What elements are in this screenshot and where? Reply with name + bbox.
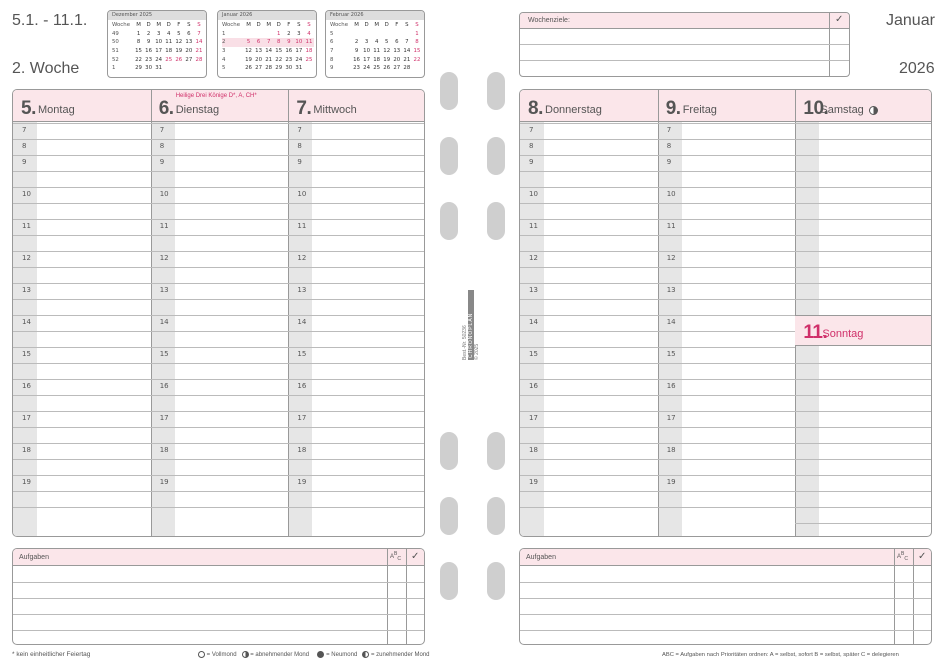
hour-label: 14 [666,318,676,326]
hour-label: 11 [159,222,169,230]
day-column [520,90,658,536]
mini-calendar-day: 2 [146,30,151,37]
hour-label: 14 [297,318,307,326]
day-number: 5. [21,98,36,119]
mini-calendar-day: 8 [415,39,419,46]
hour-label: 17 [666,414,676,422]
mini-calendar-day: 1 [222,30,226,37]
hour-label: 14 [22,318,31,326]
mini-calendar-day: 15 [275,48,283,55]
hour-label: 12 [297,254,307,262]
mini-calendar-day: 9 [330,65,334,72]
mini-calendar-day: 12 [383,48,391,55]
mini-calendar-day: 25 [165,56,173,63]
day-name: Donnerstag [545,104,602,116]
punch-hole [440,137,458,175]
mini-calendar-day: 7 [405,39,409,46]
mini-calendar-day: 20 [185,48,193,55]
mini-calendar-weekday: S [197,22,201,29]
hour-label: 19 [666,478,676,486]
mini-calendar-day: 10 [363,48,371,55]
hour-label: 7 [529,126,534,134]
mini-calendar-day: 31 [155,65,163,72]
mini-calendar-weekday: D [166,22,171,29]
mini-calendar-day: 15 [135,48,142,55]
hour-label: 11 [529,222,538,230]
day-number: 9. [665,98,681,119]
mini-calendar-day [184,64,194,73]
mini-calendar-january [217,10,317,78]
punch-hole [487,432,505,470]
day-column [13,90,151,536]
mini-calendar-day: 11 [305,39,313,46]
punch-hole [440,432,458,470]
mini-calendar-weekday: S [307,22,311,29]
hour-label: 7 [297,126,302,134]
mini-calendar-day [254,30,264,39]
hour-label: 17 [529,414,538,422]
mini-calendar-day: 2 [354,39,359,46]
hour-label: 14 [529,318,538,326]
mini-calendar-weekday: Woche [330,22,349,29]
day-number: 7. [296,98,312,119]
mini-calendar-day: 28 [195,56,203,63]
mini-calendar-day [264,30,274,39]
mini-calendar-day: 8 [136,39,141,46]
mini-calendar-day: 24 [155,56,163,63]
hour-label: 8 [529,142,534,150]
waxing-moon-icon [362,651,369,658]
hour-label: 9 [297,158,302,166]
mini-calendar-december [107,10,207,78]
mini-calendar-day: 17 [363,56,371,63]
mini-calendar-weekday: M [374,22,379,29]
hour-label: 13 [22,286,31,294]
mini-calendar-day: 11 [373,48,381,55]
mini-calendar-weekday: S [187,22,191,29]
day-name: Freitag [682,104,717,116]
mini-calendar-day: 20 [393,56,401,63]
mini-calendar-weekday: D [256,22,261,29]
mini-calendar-day: 52 [112,56,119,63]
mini-calendar-day: 15 [413,48,421,55]
mini-calendar-day: 24 [295,56,303,63]
hour-label: 8 [666,142,672,150]
mini-calendar-day: 21 [403,56,411,63]
mini-calendar-day: 4 [374,39,379,46]
mini-calendar-day: 19 [245,56,252,63]
punch-hole [487,202,505,240]
hour-label: 11 [297,222,307,230]
mini-calendar-february [325,10,425,78]
hour-label: 8 [22,142,27,150]
hour-label: 10 [22,190,31,198]
hour-label: 17 [159,414,169,422]
week-number: 2. Woche [12,60,80,77]
mini-calendar-day [372,30,382,39]
mini-calendar-day: 3 [297,30,301,37]
mini-calendar-weekday: F [177,22,181,29]
mini-calendar-day: 29 [275,65,283,72]
mini-calendar-day: 28 [265,65,273,72]
mini-calendar-weekday: D [146,22,151,29]
mini-calendar-day: 1 [112,65,116,72]
mini-calendar-day: 28 [403,65,411,72]
hour-label: 16 [297,382,307,390]
hour-label: 11 [22,222,31,230]
priority-footnote: ABC = Aufgaben nach Prioritäten ordnen: A = selbst, sofort B = selbst, später C = delegieren [662,652,899,658]
mini-calendar-day: 3 [222,48,226,55]
mini-calendar-weekday: S [415,22,419,29]
punch-hole [440,202,458,240]
hour-label: 16 [529,382,538,390]
mini-calendar-title: Februar 2026 [326,11,424,20]
hour-label: 15 [529,350,538,358]
mini-calendar-day: 21 [265,56,273,63]
mini-calendar-day: 23 [285,56,293,63]
hour-label: 19 [529,478,538,486]
left-days-grid [12,89,425,537]
mini-calendar-day [392,30,402,39]
mini-calendar-day: 6 [395,39,399,46]
mini-calendar-day: 4 [222,56,226,63]
hour-label: 13 [297,286,307,294]
full-moon-icon [198,651,205,658]
check-icon: ✓ [835,14,844,25]
day-column [151,90,289,536]
mini-calendar-day: 9 [354,48,359,55]
mini-calendar-day: 3 [364,39,369,46]
spine-imprint: Best.-Nr. 50236 CHRONOPLAN © 2025 [462,290,480,360]
mini-calendar-day: 6 [187,30,191,37]
hour-label: 19 [22,478,31,486]
mini-calendar-weekday: F [287,22,291,29]
weekly-goals-box [519,12,850,77]
hour-label: 15 [297,350,307,358]
hour-label: 12 [22,254,31,262]
tasks-title: Aufgaben [19,554,49,561]
mini-calendar-day: 20 [255,56,263,63]
holiday-label: Heilige Drei Könige D*, A, CH* [175,93,257,99]
day-column [795,90,932,536]
day-number: 6. [158,98,174,119]
sunday-number: 11. [803,322,828,343]
check-icon: ✓ [411,551,420,562]
mini-calendar-weekday: M [246,22,251,29]
mini-calendar-day: 5 [222,65,226,72]
day-column [658,90,796,536]
mini-calendar-day: 18 [373,56,381,63]
mini-calendar-day: 22 [135,56,142,63]
mini-calendar-day: 12 [175,39,183,46]
mini-calendar-weekday: D [364,22,369,29]
mini-calendar-day: 1 [415,30,419,37]
hour-label: 13 [529,286,538,294]
mini-calendar-day: 27 [255,65,263,72]
abc-priority-label: $A^B_C$ [897,551,908,563]
hour-label: 7 [666,126,672,134]
hour-label: 8 [159,142,165,150]
mini-calendar-day: 13 [393,48,401,55]
day-name: Montag [38,104,75,116]
check-icon: ✓ [918,551,927,562]
mini-calendar-title: Januar 2026 [218,11,316,20]
mini-calendar-day: 5 [330,30,334,37]
hour-label: 15 [666,350,676,358]
new-moon-icon [317,651,324,658]
right-days-grid [519,89,932,537]
hour-label: 10 [529,190,538,198]
hour-label: 16 [22,382,31,390]
mini-calendar-day: 23 [353,65,360,72]
mini-calendar-day: 5 [385,39,389,46]
mini-calendar-day: 18 [305,48,313,55]
hour-label: 13 [159,286,169,294]
mini-calendar-weekday: D [276,22,281,29]
mini-calendar-title: Dezember 2025 [108,11,206,20]
mini-calendar-day: 16 [353,56,360,63]
mini-calendar-day: 13 [185,39,193,46]
right-tasks-box [519,548,932,645]
mini-calendar-day: 30 [145,65,153,72]
mini-calendar-weekday: M [156,22,161,29]
day-name: Dienstag [175,104,220,116]
hour-label: 7 [22,126,27,134]
abc-priority-label: $A^B_C$ [390,551,401,563]
hour-label: 19 [159,478,169,486]
hour-label: 16 [159,382,169,390]
mini-calendar-day: 50 [112,39,119,46]
hour-label: 15 [159,350,169,358]
mini-calendar-day: 22 [413,56,421,63]
mini-calendar-day: 26 [383,65,391,72]
mini-calendar-day: 18 [165,48,173,55]
mini-calendar-day: 1 [277,30,281,37]
hour-label: 9 [666,158,672,166]
mini-calendar-day: 10 [155,39,163,46]
mini-calendar-day [412,64,422,73]
day-number: 10. [803,98,829,119]
hour-label: 15 [22,350,31,358]
mini-calendar-day: 49 [112,30,119,37]
hour-label: 11 [666,222,676,230]
mini-calendar-day [194,64,204,73]
mini-calendar-day: 22 [275,56,283,63]
mini-calendar-day [402,30,412,39]
day-name: Samstag [820,104,864,116]
waning-moon-icon [242,651,249,658]
day-column [288,90,425,536]
mini-calendar-day: 2 [222,38,244,47]
day-name: Mittwoch [313,104,357,116]
mini-calendar-day: 4 [307,30,311,37]
hour-label: 12 [666,254,676,262]
hour-label: 19 [297,478,307,486]
sunday-name: Sonntag [822,328,864,340]
hour-label: 18 [297,446,307,454]
mini-calendar-day: 25 [373,65,381,72]
hour-label: 16 [666,382,676,390]
holiday-footnote: * kein einheitlicher Feiertag [12,651,91,658]
mini-calendar-day: 5 [244,38,254,47]
punch-hole [440,497,458,535]
day-number: 8. [528,98,543,119]
mini-calendar-day: 16 [285,48,293,55]
mini-calendar-day: 3 [156,30,161,37]
hour-label: 9 [159,158,165,166]
year-title: 2026 [899,60,935,77]
mini-calendar-day: 7 [330,48,334,55]
week-range: 5.1. - 11.1. [12,12,88,29]
weekly-goals-title: Wochenziele: [528,17,570,24]
mini-calendar-weekday: M [266,22,271,29]
hour-label: 10 [297,190,307,198]
hour-label: 18 [529,446,538,454]
mini-calendar-weekday: S [405,22,409,29]
mini-calendar-day: 8 [274,38,284,47]
mini-calendar-day: 9 [284,38,294,47]
mini-calendar-day: 7 [197,30,201,37]
mini-calendar-day: 5 [177,30,181,37]
mini-calendar-day: 51 [112,48,119,55]
mini-calendar-day: 13 [255,48,263,55]
mini-calendar-weekday: F [395,22,399,29]
mini-calendar-day [244,30,254,39]
left-tasks-box [12,548,425,645]
mini-calendar-day: 6 [254,38,264,47]
punch-hole [487,497,505,535]
punch-hole [487,72,505,110]
mini-calendar-day: 27 [185,56,193,63]
mini-calendar-weekday: D [384,22,389,29]
hour-label: 13 [666,286,676,294]
hour-label: 17 [297,414,307,422]
mini-calendar-day [174,64,184,73]
mini-calendar-day: 7 [264,38,274,47]
mini-calendar-day: 17 [155,48,163,55]
hour-label: 12 [529,254,538,262]
month-title: Januar [886,12,935,29]
mini-calendar-day: 26 [245,65,252,72]
mini-calendar-day: 4 [167,30,171,37]
punch-hole [487,562,505,600]
mini-calendar-weekday: Woche [222,22,241,29]
mini-calendar-day: 12 [245,48,252,55]
mini-calendar-day: 8 [330,56,334,63]
mini-calendar-day [164,64,174,73]
mini-calendar-day: 27 [393,65,401,72]
mini-calendar-day [352,30,362,39]
mini-calendar-day: 14 [403,48,411,55]
mini-calendar-day: 30 [285,65,293,72]
mini-calendar-day [304,64,314,73]
hour-label: 18 [666,446,676,454]
mini-calendar-weekday: Woche [112,22,131,29]
hour-label: 18 [22,446,31,454]
punch-hole [487,137,505,175]
mini-calendar-day: 24 [363,65,371,72]
mini-calendar-day: 9 [146,39,151,46]
mini-calendar-day: 25 [305,56,313,63]
hour-label: 7 [159,126,165,134]
punch-hole [440,72,458,110]
mini-calendar-day: 16 [145,48,153,55]
hour-label: 10 [666,190,676,198]
mini-calendar-day: 6 [330,39,334,46]
hour-label: 14 [159,318,169,326]
mini-calendar-day: 29 [135,65,142,72]
mini-calendar-weekday: M [136,22,141,29]
hour-label: 8 [297,142,302,150]
mini-calendar-weekday: M [354,22,359,29]
mini-calendar-day: 19 [383,56,391,63]
hour-label: 18 [159,446,169,454]
mini-calendar-day: 26 [175,56,183,63]
mini-calendar-day: 17 [295,48,303,55]
mini-calendar-day: 11 [165,39,173,46]
mini-calendar-day: 14 [195,39,203,46]
mini-calendar-day: 2 [287,30,291,37]
mini-calendar-day: 14 [265,48,273,55]
hour-label: 9 [22,158,27,166]
mini-calendar-day: 23 [145,56,153,63]
mini-calendar-weekday: S [297,22,301,29]
mini-calendar-day: 19 [175,48,183,55]
mini-calendar-day: 21 [195,48,203,55]
hour-label: 10 [159,190,169,198]
mini-calendar-day: 31 [295,65,303,72]
punch-hole [440,562,458,600]
hour-label: 9 [529,158,534,166]
hour-label: 17 [22,414,31,422]
moon-legend: = Vollmond = abnehmender Mond = Neumond = zunehmender Mond [198,651,430,658]
tasks-title: Aufgaben [526,554,556,561]
hour-label: 12 [159,254,169,262]
mini-calendar-day: 1 [136,30,141,37]
mini-calendar-day: 10 [295,39,303,46]
mini-calendar-day [382,30,392,39]
mini-calendar-day [362,30,372,39]
